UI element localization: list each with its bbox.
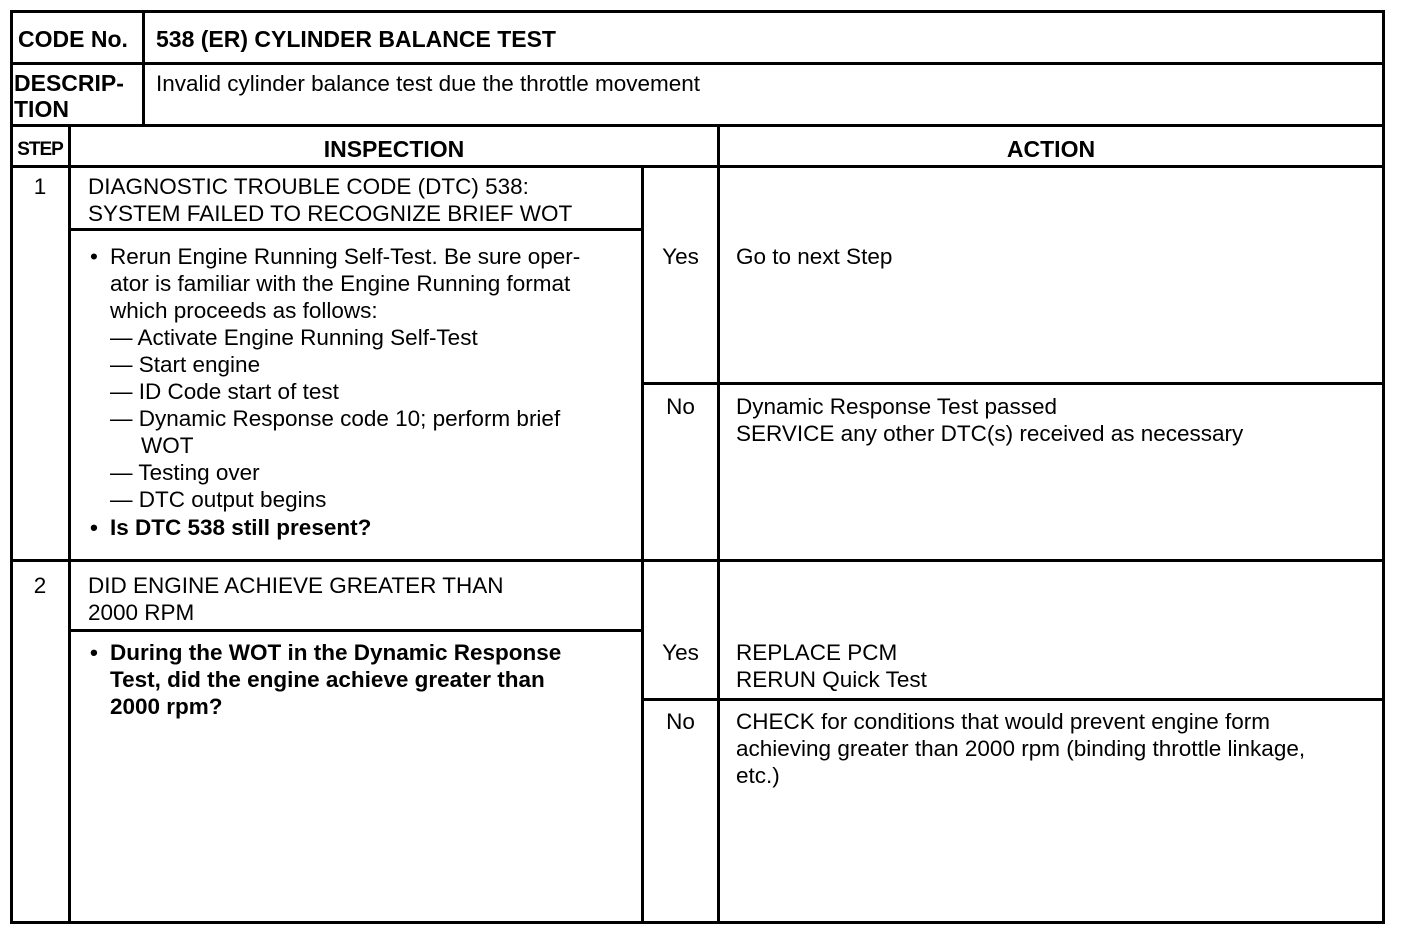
- col-header-inspection: INSPECTION: [323, 136, 465, 162]
- desc-text: Invalid cylinder balance test due the throttle movement: [156, 71, 701, 96]
- table-border-top: [10, 10, 1385, 13]
- row-divider: [10, 165, 1385, 168]
- step-col-divider: [68, 124, 71, 924]
- step2-title-line2: 2000 RPM: [88, 600, 195, 625]
- code-label: CODE No.: [18, 26, 128, 52]
- step1-title-line2: SYSTEM FAILED TO RECOGNIZE BRIEF WOT: [88, 201, 573, 226]
- step1-title-line1: DIAGNOSTIC TROUBLE CODE (DTC) 538:: [88, 174, 529, 199]
- header-col-divider: [142, 10, 145, 127]
- step2-question-line1: During the WOT in the Dynamic Response: [110, 640, 562, 665]
- step1-no-action-line2: SERVICE any other DTC(s) received as necessary: [736, 421, 1244, 446]
- row-divider: [641, 382, 1385, 385]
- step1-sub-item: — Activate Engine Running Self-Test: [110, 325, 478, 350]
- action-col-divider: [717, 124, 720, 924]
- step1-sub-item: — Start engine: [110, 352, 261, 377]
- step2-question-line3: 2000 rpm?: [110, 694, 223, 719]
- step2-title-line1: DID ENGINE ACHIEVE GREATER THAN: [88, 573, 504, 598]
- col-header-step: STEP: [17, 139, 63, 160]
- step1-no-label: No: [666, 394, 695, 419]
- row-divider: [10, 62, 1385, 65]
- row-divider: [68, 629, 644, 632]
- bullet-icon: •: [90, 244, 98, 269]
- step2-no-action-line1: CHECK for conditions that would prevent engine form: [736, 709, 1271, 734]
- step-number-2: 2: [33, 573, 47, 598]
- step1-sub-item: — Testing over: [110, 460, 260, 485]
- desc-label-line1: DESCRIP-: [14, 70, 124, 96]
- row-divider: [10, 124, 1385, 127]
- yesno-col-divider: [641, 165, 644, 924]
- step2-question-line2: Test, did the engine achieve greater than: [110, 667, 545, 692]
- step2-no-label: No: [666, 709, 695, 734]
- step1-sub-item: — Dynamic Response code 10; perform brief: [110, 406, 561, 431]
- step1-no-action-line1: Dynamic Response Test passed: [736, 394, 1057, 419]
- step1-instruction-line1: Rerun Engine Running Self-Test. Be sure oper-: [110, 244, 581, 269]
- step1-sub-item: — ID Code start of test: [110, 379, 339, 404]
- step1-instruction-line2: ator is familiar with the Engine Running format: [110, 271, 571, 296]
- col-header-action: ACTION: [1006, 136, 1096, 162]
- table-border-right: [1382, 10, 1385, 924]
- step1-yes-action: Go to next Step: [736, 244, 893, 269]
- row-divider: [641, 698, 1385, 701]
- step1-question: Is DTC 538 still present?: [110, 515, 372, 540]
- table-border-bottom: [10, 921, 1385, 924]
- diagnostic-table: [10, 10, 1385, 924]
- bullet-icon: •: [90, 640, 98, 665]
- row-divider: [68, 228, 644, 231]
- step-number-1: 1: [33, 174, 47, 199]
- desc-label-line2: TION: [14, 96, 69, 122]
- step2-yes-action-line1: REPLACE PCM: [736, 640, 898, 665]
- step-divider: [10, 559, 1385, 562]
- bullet-icon: •: [90, 515, 98, 540]
- step2-yes-action-line2: RERUN Quick Test: [736, 667, 927, 692]
- step2-yes-label: Yes: [662, 640, 699, 665]
- step1-instruction-line3: which proceeds as follows:: [110, 298, 378, 323]
- step1-sub-item: — DTC output begins: [110, 487, 327, 512]
- step2-no-action-line2: achieving greater than 2000 rpm (binding throttle linkage,: [736, 736, 1306, 761]
- step1-yes-label: Yes: [662, 244, 699, 269]
- step1-sub-item-cont: WOT: [141, 433, 194, 458]
- code-title: 538 (ER) CYLINDER BALANCE TEST: [156, 26, 556, 52]
- step2-no-action-line3: etc.): [736, 763, 780, 788]
